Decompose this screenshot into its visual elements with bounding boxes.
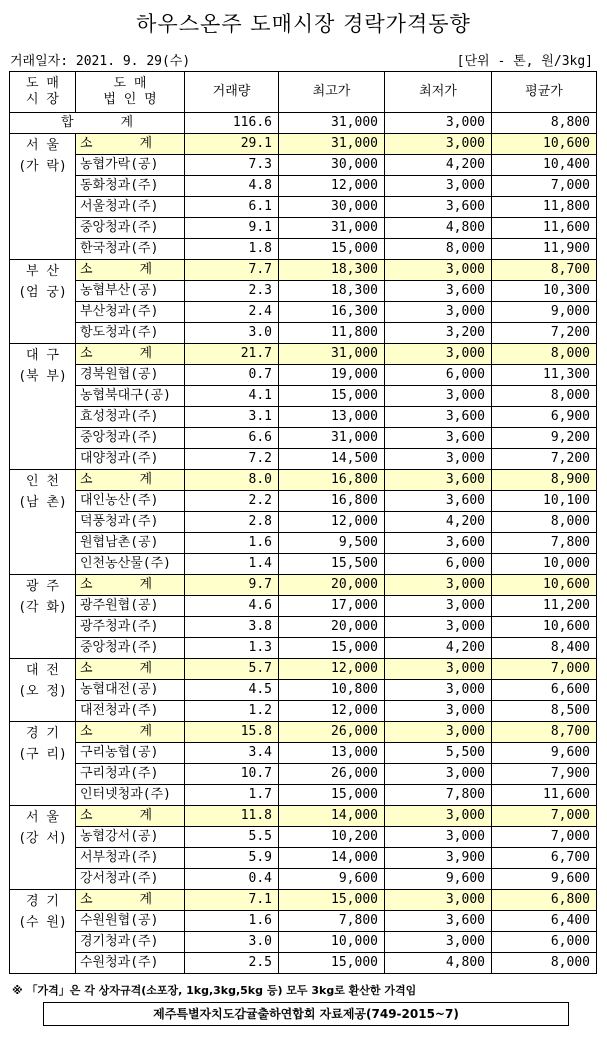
volume-cell: 3.4 [185, 743, 279, 764]
table-row [10, 323, 597, 344]
market-district: (강 서) [18, 831, 67, 846]
max-price-cell: 9,500 [279, 533, 385, 554]
max-price-cell: 19,000 [279, 365, 385, 386]
corp-name: 강서청과(주) [76, 869, 185, 890]
corp-name: 대양청과(주) [76, 449, 185, 470]
corp-name: 농협북대구(공) [76, 386, 185, 407]
volume-cell: 29.1 [185, 134, 279, 155]
header-corp-top: 도 매 [113, 76, 147, 91]
min-price-cell: 6,000 [385, 554, 492, 575]
min-price-cell: 3,000 [385, 575, 492, 596]
table-row [10, 512, 597, 533]
min-price-cell: 4,800 [385, 218, 492, 239]
total-row [10, 113, 597, 134]
volume-cell: 2.3 [185, 281, 279, 302]
corp-name: 소 계 [76, 344, 185, 365]
corp-name: 구리청과(주) [76, 764, 185, 785]
avg-price-cell: 7,200 [492, 449, 597, 470]
volume-cell: 7.1 [185, 890, 279, 911]
subtotal-row [10, 260, 597, 281]
market-name-cell [10, 344, 76, 470]
max-price-cell: 26,000 [279, 722, 385, 743]
volume-cell: 1.4 [185, 554, 279, 575]
avg-price-cell: 8,000 [492, 344, 597, 365]
volume-cell: 0.4 [185, 869, 279, 890]
table-row [10, 701, 597, 722]
max-price-cell: 15,000 [279, 890, 385, 911]
corp-name: 소 계 [76, 575, 185, 596]
max-price-cell: 31,000 [279, 134, 385, 155]
min-price-cell: 4,200 [385, 155, 492, 176]
corp-name: 서울청과(주) [76, 197, 185, 218]
max-price-cell: 26,000 [279, 764, 385, 785]
table-row [10, 155, 597, 176]
table-row [10, 638, 597, 659]
min-price-cell: 3,000 [385, 764, 492, 785]
subtotal-row [10, 659, 597, 680]
total-max: 31,000 [279, 113, 385, 134]
min-price-cell: 6,000 [385, 365, 492, 386]
avg-price-cell: 9,600 [492, 869, 597, 890]
corp-name: 광주원협(공) [76, 596, 185, 617]
table-row [10, 932, 597, 953]
max-price-cell: 18,300 [279, 281, 385, 302]
min-price-cell: 3,000 [385, 722, 492, 743]
max-price-cell: 14,000 [279, 806, 385, 827]
corp-name: 소 계 [76, 134, 185, 155]
avg-price-cell: 11,900 [492, 239, 597, 260]
avg-price-cell: 6,600 [492, 680, 597, 701]
avg-price-cell: 10,400 [492, 155, 597, 176]
volume-cell: 1.7 [185, 785, 279, 806]
max-price-cell: 10,800 [279, 680, 385, 701]
volume-cell: 6.6 [185, 428, 279, 449]
market-district: (구 리) [18, 747, 67, 762]
volume-cell: 5.9 [185, 848, 279, 869]
max-price-cell: 20,000 [279, 575, 385, 596]
market-name-cell [10, 722, 76, 806]
avg-price-cell: 7,000 [492, 176, 597, 197]
market-name-cell [10, 260, 76, 344]
avg-price-cell: 10,300 [492, 281, 597, 302]
max-price-cell: 15,000 [279, 239, 385, 260]
max-price-cell: 13,000 [279, 407, 385, 428]
avg-price-cell: 8,700 [492, 722, 597, 743]
min-price-cell: 3,000 [385, 134, 492, 155]
max-price-cell: 10,200 [279, 827, 385, 848]
table-row [10, 848, 597, 869]
corp-name: 인터넷청과(주) [76, 785, 185, 806]
market-district: (수 원) [18, 915, 67, 930]
header-row [10, 72, 597, 113]
volume-cell: 9.1 [185, 218, 279, 239]
subtotal-row [10, 470, 597, 491]
min-price-cell: 3,900 [385, 848, 492, 869]
max-price-cell: 31,000 [279, 344, 385, 365]
total-label: 합 계 [10, 113, 185, 134]
volume-cell: 11.8 [185, 806, 279, 827]
avg-price-cell: 7,000 [492, 659, 597, 680]
corp-name: 농협강서(공) [76, 827, 185, 848]
market-name-cell [10, 890, 76, 974]
corp-name: 항도청과(주) [76, 323, 185, 344]
corp-name: 덕풍청과(주) [76, 512, 185, 533]
volume-cell: 5.5 [185, 827, 279, 848]
table-row [10, 302, 597, 323]
table-row [10, 533, 597, 554]
corp-name: 농협대전(공) [76, 680, 185, 701]
corp-name: 부산청과(주) [76, 302, 185, 323]
max-price-cell: 9,600 [279, 869, 385, 890]
avg-price-cell: 8,400 [492, 638, 597, 659]
corp-name: 효성청과(주) [76, 407, 185, 428]
min-price-cell: 3,000 [385, 659, 492, 680]
max-price-cell: 16,800 [279, 491, 385, 512]
table-row [10, 911, 597, 932]
table-row [10, 617, 597, 638]
volume-cell: 10.7 [185, 764, 279, 785]
subtotal-row [10, 575, 597, 596]
subtotal-row [10, 806, 597, 827]
corp-name: 수원원협(공) [76, 911, 185, 932]
avg-price-cell: 8,000 [492, 512, 597, 533]
min-price-cell: 3,000 [385, 302, 492, 323]
volume-cell: 1.2 [185, 701, 279, 722]
market-name: 경 기 [26, 726, 59, 741]
corp-name: 소 계 [76, 722, 185, 743]
avg-price-cell: 6,700 [492, 848, 597, 869]
avg-price-cell: 8,700 [492, 260, 597, 281]
min-price-cell: 3,600 [385, 533, 492, 554]
min-price-cell: 3,000 [385, 806, 492, 827]
avg-price-cell: 11,800 [492, 197, 597, 218]
market-name-cell [10, 134, 76, 260]
market-name-cell [10, 659, 76, 722]
header-corp-bottom: 법 인 명 [103, 92, 157, 107]
min-price-cell: 3,000 [385, 176, 492, 197]
avg-price-cell: 7,000 [492, 806, 597, 827]
min-price-cell: 3,000 [385, 344, 492, 365]
corp-name: 농협부산(공) [76, 281, 185, 302]
corp-name: 소 계 [76, 890, 185, 911]
corp-name: 인천농산물(주) [76, 554, 185, 575]
avg-price-cell: 8,500 [492, 701, 597, 722]
header-volume: 거래량 [185, 72, 279, 113]
avg-price-cell: 10,600 [492, 134, 597, 155]
volume-cell: 1.6 [185, 911, 279, 932]
min-price-cell: 3,600 [385, 491, 492, 512]
table-row [10, 407, 597, 428]
avg-price-cell: 9,600 [492, 743, 597, 764]
table-row [10, 554, 597, 575]
volume-cell: 1.6 [185, 533, 279, 554]
avg-price-cell: 11,300 [492, 365, 597, 386]
market-district: (오 정) [18, 684, 67, 699]
max-price-cell: 30,000 [279, 155, 385, 176]
volume-cell: 0.7 [185, 365, 279, 386]
subtotal-row [10, 344, 597, 365]
max-price-cell: 15,000 [279, 953, 385, 974]
max-price-cell: 15,000 [279, 785, 385, 806]
total-avg: 8,800 [492, 113, 597, 134]
volume-cell: 7.7 [185, 260, 279, 281]
corp-name: 동화청과(주) [76, 176, 185, 197]
market-name: 인 천 [26, 474, 59, 489]
avg-price-cell: 10,000 [492, 554, 597, 575]
market-district: (북 부) [18, 369, 67, 384]
table-row [10, 449, 597, 470]
max-price-cell: 14,000 [279, 848, 385, 869]
avg-price-cell: 6,000 [492, 932, 597, 953]
corp-name: 경북원협(공) [76, 365, 185, 386]
market-name: 경 기 [26, 894, 59, 909]
min-price-cell: 5,500 [385, 743, 492, 764]
table-row [10, 869, 597, 890]
min-price-cell: 3,600 [385, 407, 492, 428]
market-name: 광 주 [26, 579, 59, 594]
min-price-cell: 3,000 [385, 890, 492, 911]
avg-price-cell: 8,000 [492, 953, 597, 974]
avg-price-cell: 7,800 [492, 533, 597, 554]
volume-cell: 21.7 [185, 344, 279, 365]
header-max: 최고가 [279, 72, 385, 113]
max-price-cell: 15,000 [279, 386, 385, 407]
table-row [10, 764, 597, 785]
avg-price-cell: 6,800 [492, 890, 597, 911]
market-name: 서 울 [26, 810, 59, 825]
volume-cell: 6.1 [185, 197, 279, 218]
avg-price-cell: 10,600 [492, 617, 597, 638]
market-district: (남 촌) [18, 495, 67, 510]
market-district: (가 락) [18, 159, 67, 174]
corp-name: 소 계 [76, 260, 185, 281]
avg-price-cell: 11,600 [492, 785, 597, 806]
corp-name: 서부청과(주) [76, 848, 185, 869]
avg-price-cell: 7,900 [492, 764, 597, 785]
corp-name: 중앙청과(주) [76, 428, 185, 449]
table-row [10, 680, 597, 701]
min-price-cell: 8,000 [385, 239, 492, 260]
market-name: 부 산 [26, 264, 59, 279]
volume-cell: 5.7 [185, 659, 279, 680]
corp-name: 원협남촌(공) [76, 533, 185, 554]
max-price-cell: 10,000 [279, 932, 385, 953]
volume-cell: 4.6 [185, 596, 279, 617]
volume-cell: 7.2 [185, 449, 279, 470]
max-price-cell: 12,000 [279, 176, 385, 197]
market-name-cell [10, 806, 76, 890]
market-name: 대 구 [26, 348, 59, 363]
trade-date: 거래일자: 2021. 9. 29(수) [10, 54, 191, 69]
table-row [10, 953, 597, 974]
subtotal-row [10, 722, 597, 743]
min-price-cell: 3,600 [385, 428, 492, 449]
volume-cell: 2.5 [185, 953, 279, 974]
market-name: 대 전 [26, 663, 59, 678]
volume-cell: 1.8 [185, 239, 279, 260]
min-price-cell: 3,000 [385, 932, 492, 953]
avg-price-cell: 6,400 [492, 911, 597, 932]
max-price-cell: 12,000 [279, 701, 385, 722]
avg-price-cell: 11,200 [492, 596, 597, 617]
corp-name: 농협가락(공) [76, 155, 185, 176]
min-price-cell: 4,200 [385, 512, 492, 533]
avg-price-cell: 6,900 [492, 407, 597, 428]
footnote: ※ 「가격」은 각 상자규격(소포장, 1kg,3kg,5kg 등) 모두 3kg로 환산한 가격임 [12, 984, 417, 997]
volume-cell: 4.5 [185, 680, 279, 701]
corp-name: 수원청과(주) [76, 953, 185, 974]
corp-name: 경기청과(주) [76, 932, 185, 953]
market-name-cell [10, 575, 76, 659]
min-price-cell: 3,000 [385, 701, 492, 722]
min-price-cell: 3,600 [385, 197, 492, 218]
source-box: 제주특별자치도감귤출하연합회 자료제공(749-2015~7) [43, 1002, 569, 1026]
corp-name: 중앙청과(주) [76, 638, 185, 659]
max-price-cell: 13,000 [279, 743, 385, 764]
volume-cell: 4.8 [185, 176, 279, 197]
corp-name: 소 계 [76, 806, 185, 827]
table-row [10, 596, 597, 617]
max-price-cell: 17,000 [279, 596, 385, 617]
avg-price-cell: 10,600 [492, 575, 597, 596]
table-row [10, 743, 597, 764]
avg-price-cell: 8,000 [492, 386, 597, 407]
table-row [10, 218, 597, 239]
volume-cell: 3.0 [185, 932, 279, 953]
volume-cell: 4.1 [185, 386, 279, 407]
avg-price-cell: 7,200 [492, 323, 597, 344]
table-row [10, 386, 597, 407]
min-price-cell: 3,000 [385, 617, 492, 638]
header-market-top: 도 매 [26, 76, 59, 91]
min-price-cell: 4,800 [385, 953, 492, 974]
max-price-cell: 16,300 [279, 302, 385, 323]
avg-price-cell: 11,600 [492, 218, 597, 239]
min-price-cell: 3,000 [385, 386, 492, 407]
avg-price-cell: 9,200 [492, 428, 597, 449]
min-price-cell: 4,200 [385, 638, 492, 659]
volume-cell: 2.2 [185, 491, 279, 512]
min-price-cell: 3,600 [385, 281, 492, 302]
volume-cell: 7.3 [185, 155, 279, 176]
total-volume: 116.6 [185, 113, 279, 134]
avg-price-cell: 8,900 [492, 470, 597, 491]
table-row [10, 281, 597, 302]
market-district: (엄 궁) [18, 285, 67, 300]
header-market-bottom: 시 장 [26, 92, 59, 107]
min-price-cell: 3,000 [385, 260, 492, 281]
max-price-cell: 11,800 [279, 323, 385, 344]
page-title: 하우스온주 도매시장 경락가격동향 [136, 12, 471, 36]
volume-cell: 3.8 [185, 617, 279, 638]
volume-cell: 3.1 [185, 407, 279, 428]
max-price-cell: 12,000 [279, 512, 385, 533]
min-price-cell: 3,000 [385, 449, 492, 470]
volume-cell: 9.7 [185, 575, 279, 596]
market-district: (각 화) [18, 600, 67, 615]
min-price-cell: 3,200 [385, 323, 492, 344]
max-price-cell: 7,800 [279, 911, 385, 932]
corp-name: 광주청과(주) [76, 617, 185, 638]
volume-cell: 1.3 [185, 638, 279, 659]
table-row [10, 428, 597, 449]
table-row [10, 176, 597, 197]
max-price-cell: 15,000 [279, 638, 385, 659]
max-price-cell: 14,500 [279, 449, 385, 470]
corp-name: 대인농산(주) [76, 491, 185, 512]
header-avg: 평균가 [492, 72, 597, 113]
subtotal-row [10, 890, 597, 911]
price-table [9, 71, 597, 974]
min-price-cell: 3,000 [385, 596, 492, 617]
max-price-cell: 31,000 [279, 428, 385, 449]
corp-name: 구리농협(공) [76, 743, 185, 764]
min-price-cell: 3,600 [385, 911, 492, 932]
total-min: 3,000 [385, 113, 492, 134]
header-market [10, 72, 76, 113]
table-row [10, 491, 597, 512]
table-row [10, 785, 597, 806]
table-row [10, 827, 597, 848]
header-min: 최저가 [385, 72, 492, 113]
header-corp [76, 72, 185, 113]
min-price-cell: 7,800 [385, 785, 492, 806]
volume-cell: 3.0 [185, 323, 279, 344]
corp-name: 대전청과(주) [76, 701, 185, 722]
max-price-cell: 12,000 [279, 659, 385, 680]
max-price-cell: 30,000 [279, 197, 385, 218]
volume-cell: 2.8 [185, 512, 279, 533]
max-price-cell: 15,500 [279, 554, 385, 575]
min-price-cell: 3,600 [385, 470, 492, 491]
market-name-cell [10, 470, 76, 575]
table-row [10, 365, 597, 386]
max-price-cell: 18,300 [279, 260, 385, 281]
table-row [10, 239, 597, 260]
volume-cell: 8.0 [185, 470, 279, 491]
min-price-cell: 3,000 [385, 680, 492, 701]
max-price-cell: 31,000 [279, 218, 385, 239]
unit-label: [단위 - 톤, 원/3kg] [456, 54, 593, 69]
corp-name: 중앙청과(주) [76, 218, 185, 239]
corp-name: 소 계 [76, 470, 185, 491]
avg-price-cell: 7,000 [492, 827, 597, 848]
avg-price-cell: 9,000 [492, 302, 597, 323]
min-price-cell: 9,600 [385, 869, 492, 890]
avg-price-cell: 10,100 [492, 491, 597, 512]
volume-cell: 15.8 [185, 722, 279, 743]
table-row [10, 197, 597, 218]
volume-cell: 2.4 [185, 302, 279, 323]
max-price-cell: 20,000 [279, 617, 385, 638]
corp-name: 한국청과(주) [76, 239, 185, 260]
max-price-cell: 16,800 [279, 470, 385, 491]
corp-name: 소 계 [76, 659, 185, 680]
min-price-cell: 3,000 [385, 827, 492, 848]
subtotal-row [10, 134, 597, 155]
market-name: 서 울 [26, 138, 59, 153]
